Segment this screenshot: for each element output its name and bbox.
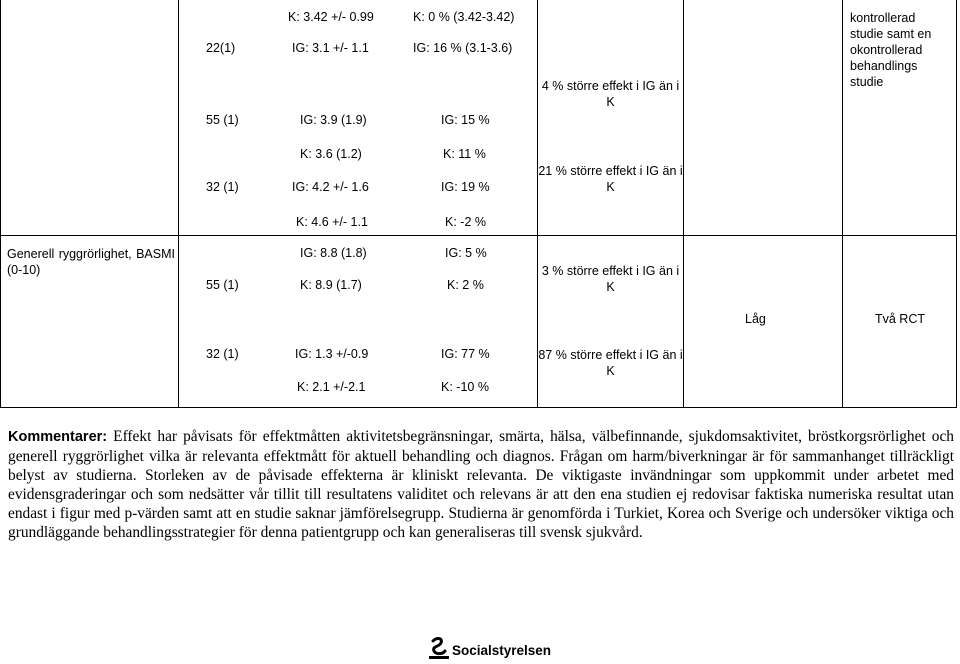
cell-studies-55: 55 (1): [206, 113, 239, 127]
cell-effect-4: [538, 78, 683, 110]
cell-studies-32: 32 (1): [206, 180, 239, 194]
cell-effect-21-text: 21 % större effekt i IG än i K: [538, 164, 683, 194]
table-border-right: [956, 0, 957, 408]
cell-row-b-change-ig: IG: 19 %: [441, 180, 490, 194]
table-col-divider-3: [683, 0, 684, 408]
cell-effect-87-text: 87 % större effekt i IG än i K: [538, 348, 683, 378]
cell-row-b-k-tail: K: 4.6 +/- 1.1: [296, 215, 368, 229]
table-border-bottom: [0, 407, 957, 408]
cell-row-b-change-k-tail: K: -2 %: [445, 215, 486, 229]
outcome-label-line-2: (0-10): [7, 263, 41, 277]
design-line-5: studie: [850, 75, 884, 89]
table-border-left-lower: [0, 235, 1, 408]
table-col-divider-1: [178, 0, 179, 408]
cell-row-b-ig: IG: 4.2 +/- 1.6: [292, 180, 369, 194]
socialstyrelsen-logo: [428, 636, 562, 662]
socialstyrelsen-emblem-icon: [428, 637, 450, 661]
cell-basmi-studies-1: 55 (1): [206, 278, 239, 292]
design-line-4: behandlings: [850, 59, 918, 73]
table-row-divider: [0, 235, 957, 236]
cell-effect-3-text: 3 % större effekt i IG än i K: [541, 264, 680, 294]
cell-basmi-change-ig-1: IG: 5 %: [445, 246, 487, 260]
cell-basmi-change-k-1: K: 2 %: [447, 278, 484, 292]
cell-baseline-ig: IG: 3.1 +/- 1.1: [292, 41, 369, 55]
cell-change-k: K: 0 % (3.42-3.42): [413, 10, 515, 24]
cell-baseline-k: K: 3.42 +/- 0.99: [288, 10, 374, 24]
cell-basmi-change-ig-2: IG: 77 %: [441, 347, 490, 361]
cell-basmi-ig-2: IG: 1.3 +/-0.9: [295, 347, 369, 361]
comment-heading: Kommentarer:: [8, 429, 108, 445]
cell-design-text: [850, 10, 955, 90]
cell-change-ig-2: IG: 15 %: [441, 113, 490, 127]
cell-baseline-ig-2: IG: 3.9 (1.9): [300, 113, 367, 127]
design-line-2: studie samt en: [850, 27, 932, 41]
cell-studies-22: 22(1): [206, 41, 236, 55]
study-design: Två RCT: [875, 312, 925, 326]
cell-basmi-k-1: K: 8.9 (1.7): [300, 278, 362, 292]
table-col-divider-4: [842, 0, 843, 408]
design-line-3: okontrollerad: [850, 43, 923, 57]
cell-effect-4-text: 4 % större effekt i IG än i K: [541, 79, 680, 109]
evidence-grade: Låg: [745, 312, 766, 326]
cell-effect-21: [538, 163, 683, 195]
cell-row-b-k: K: 3.6 (1.2): [300, 147, 362, 161]
table-border-left: [0, 0, 1, 235]
comment-text: Effekt har påvisats för effektmåtten aktivitetsbegränsningar, smärta, hälsa, välbefinnande, sjukdomsaktivitet, bröstkorgsrörlighet och generell ryggrörlighet vilka är relevanta effektmått för aktuell behandling och diagnos. Frågan om harm/biverkningar är för sammanhanget tillräckligt belyst av studierna. Storleken av de påvisade effekterna är kliniskt relevanta. De viktigaste invändningar som uppkommit under arbetet med evidensgraderingar och som nedsätter vår tillit till resultatens validitet och relevans är att den ena studien ej redovisar faktiska numeriska resultat utan endast i figur med p-värden samt att en studie saknar jämförelsegrupp. Studierna är genomförda i Turkiet, Korea och Sverige och undersöker viktiga och grundläggande behandlingsstrategier för denna patientgrupp och kan generaliseras till svensk sjukvård.: [8, 428, 954, 541]
logo-text: Socialstyrelsen: [452, 643, 552, 658]
cell-change-ig: IG: 16 % (3.1-3.6): [413, 41, 513, 55]
cell-effect-87: [538, 347, 683, 379]
comment-paragraph: [8, 427, 954, 542]
design-line-1: kontrollerad: [850, 11, 916, 25]
cell-basmi-ig-1: IG: 8.8 (1.8): [300, 246, 367, 260]
outcome-label-line-1: Generell ryggrörlighet, BASMI: [7, 247, 175, 261]
cell-basmi-change-k-2: K: -10 %: [441, 380, 489, 394]
cell-row-b-change-k: K: 11 %: [443, 147, 486, 161]
cell-effect-3: [538, 263, 683, 295]
outcome-label: [7, 246, 175, 278]
cell-basmi-k-2: K: 2.1 +/-2.1: [297, 380, 366, 394]
cell-basmi-studies-2: 32 (1): [206, 347, 239, 361]
